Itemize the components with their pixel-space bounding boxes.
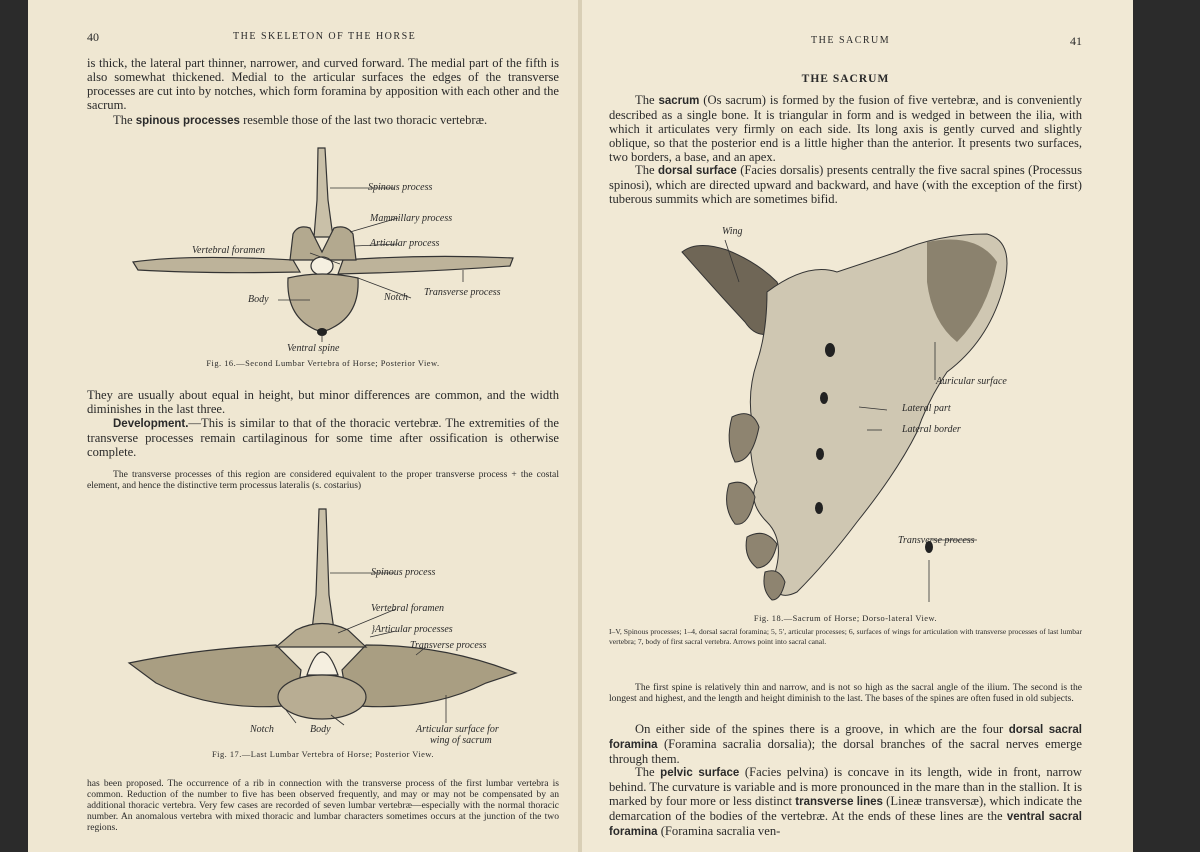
fig17-label-art-surface-2: wing of sacrum [430,735,492,746]
fig16-label-mammillary: Mammillary process [370,213,453,224]
page-number: 41 [1070,34,1082,48]
fig17-label-body: Body [310,724,331,735]
fig17-illustration [126,505,521,740]
fig16-label-foramen: Vertebral foramen [192,245,266,256]
fig17-label-notch: Notch [250,724,274,735]
fig18-caption-title: Fig. 18.—Sacrum of Horse; Dorso-lateral View. [753,614,938,623]
fig17-label-foramen: Vertebral foramen [371,603,445,614]
paragraph: On either side of the spines there is a groove, in which are the four dorsal sacral foramina (Foramina sacralia dorsalia); the dorsal branches of the sacral nerves emerge through them. [609,722,1082,766]
page-number: 40 [87,30,99,44]
fig18-label-transverse: Transverse process [898,535,975,546]
fig17-label-articular: }Articular processes [371,624,453,635]
fig18-label-lateral-border: Lateral border [902,424,961,435]
fig16-caption: Fig. 16.—Second Lumbar Vertebra of Horse; Posterior View. [206,359,440,368]
fig17-label-transverse: Transverse process [410,640,487,651]
fig16-label-articular: Articular process [370,238,440,249]
paragraph: The pelvic surface (Facies pelvina) is concave in its length, wide in front, narrow behind. The curvature is variable and is more pronounced in the mare than in the stallion. It is marked by four more or less distinct transverse lines (Lineæ transversæ), which indicate the demarcation of the bodies of the vertebræ. At the ends of these lines are the ventral sacral foramina (Foramina sacralia ven- [609,765,1082,838]
footnote: The transverse processes of this region are considered equivalent to the proper transverse process + the costal element, and hence the distinctive term processus lateralis (s. costarius) [87,469,559,491]
fig18-label-lateral-part: Lateral part [902,403,951,414]
running-head: THE SKELETON OF THE HORSE [233,31,417,42]
left-page [28,0,578,852]
paragraph: They are usually about equal in height, but minor differences are common, and the width diminishes in the last three. [87,388,559,416]
footnote: has been proposed. The occurrence of a rib in connection with the transverse process of the first lumbar vertebra is common. Reduction of the number to five has been observed frequently, and may or may not be compensated by an additional thoracic vertebra. Very few cases are recorded of seven lumbar vertebræ—especially with the normal thoracic number. An anomalous vertebra with mixed thoracic and lumbar characters sometimes occurs at the junction of the two regions. [87,778,559,833]
fig16-illustration [128,142,518,342]
running-head: THE SACRUM [811,35,891,46]
fig18-caption-text: I–V, Spinous processes; 1–4, dorsal sacral foramina; 5, 5′, articular processes; 6, surfaces of wings for articulation with transverse processes of last lumbar vertebra; 7, body of first sacral vertebra. Arrows point into sacral canal. [609,627,1082,646]
fig17-label-art-surface: Articular surface for [416,724,499,735]
fig16-label-notch: Notch [384,292,408,303]
right-page [582,0,1133,852]
fig16-label-transverse: Transverse process [424,287,501,298]
fig17-label-spinous: Spinous process [371,567,436,578]
paragraph: Development.—This is similar to that of the thoracic vertebræ. The extremities of the transverse processes remain cartilaginous for some time after ossification is otherwise complete. [87,416,559,459]
fig18-label-auricular: Auricular surface [936,376,1007,387]
footnote: The first spine is relatively thin and narrow, and is not so high as the sacral angle of the ilium. The second is the longest and highest, and the length and height diminish to the last. The bases of the spines are often fused in old subjects. [609,682,1082,704]
fig18-label-wing: Wing [722,226,743,237]
fig16-label-body: Body [248,294,269,305]
paragraph: The spinous processes resemble those of the last two thoracic vertebræ. [113,113,488,127]
paragraph: The sacrum (Os sacrum) is formed by the fusion of five vertebræ, and is conveniently described as a single bone. It is triangular in form and is wedged in between the ilia, with which it articulates very firmly on each side. Its long axis is gently curved and slightly oblique, so that the posterior end is a little higher than the anterior. It presents two surfaces, two borders, a base, and an apex. [609,93,1082,164]
fig17-caption: Fig. 17.—Last Lumbar Vertebra of Horse; Posterior View. [212,750,434,759]
paragraph: The dorsal surface (Facies dorsalis) presents centrally the five sacral spines (Processus spinosi), which are directed upward and backward, and have (with the exception of the first) tuberous summits which are sometimes bifid. [609,163,1082,206]
section-heading: THE SACRUM [801,73,890,85]
fig16-label-spinous: Spinous process [368,182,433,193]
fig18-illustration [677,222,1022,607]
paragraph: is thick, the lateral part thinner, narrower, and curved forward. The medial part of the fifth is also somewhat thickened. Medial to the articular surfaces the edges of the transverse processes are cut into by notches, which form foramina by apposition with each other and the sacrum. [87,56,559,112]
fig16-label-ventral: Ventral spine [287,343,340,354]
